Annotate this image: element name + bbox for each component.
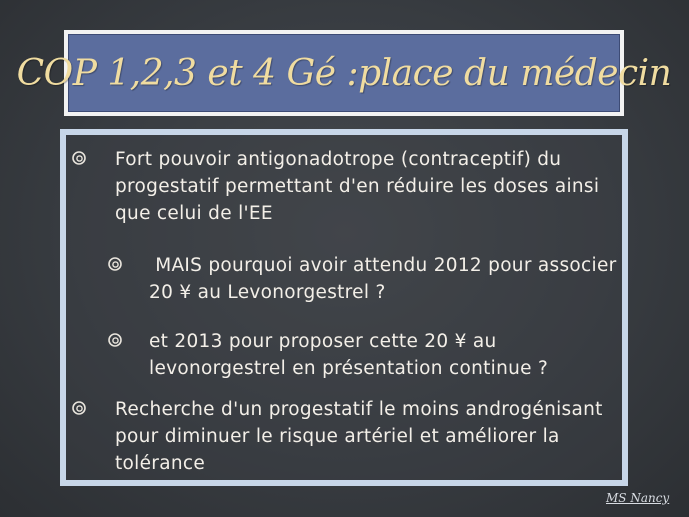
- slide-title: COP 1,2,3 et 4 Gé :place du médecin: [16, 52, 672, 94]
- title-frame: [16, 30, 672, 116]
- signature: MS Nancy: [606, 491, 670, 505]
- spiral-bullet-icon: [72, 401, 86, 415]
- spiral-bullet-icon: [108, 333, 122, 347]
- spiral-bullet-icon: [108, 257, 122, 271]
- bullet-text-1: Fort pouvoir antigonadotrope (contraceptif) du progestatif permettant d'en réduire les doses ainsi que celui de l'EE: [115, 149, 600, 224]
- bullet-item-4: [72, 396, 622, 477]
- bullet-text-2: [149, 252, 618, 306]
- bullet-item-2: [108, 252, 618, 306]
- title-band: [16, 34, 672, 112]
- bullet-item-3: [108, 328, 618, 382]
- bullet-text-4: Recherche d'un progestatif le moins androgénisant pour diminuer le risque artériel et améliorer la tolérance: [115, 399, 603, 474]
- bullet-item-1: [72, 146, 622, 227]
- bullet-text-3: et 2013 pour proposer cette 20 ¥ au levonorgestrel en présentation continue ?: [149, 331, 549, 379]
- bullet-text-2-content: MAIS pourquoi avoir attendu 2012 pour associer 20 ¥ au Levonorgestrel ?: [149, 255, 617, 303]
- spiral-bullet-icon: [72, 151, 86, 165]
